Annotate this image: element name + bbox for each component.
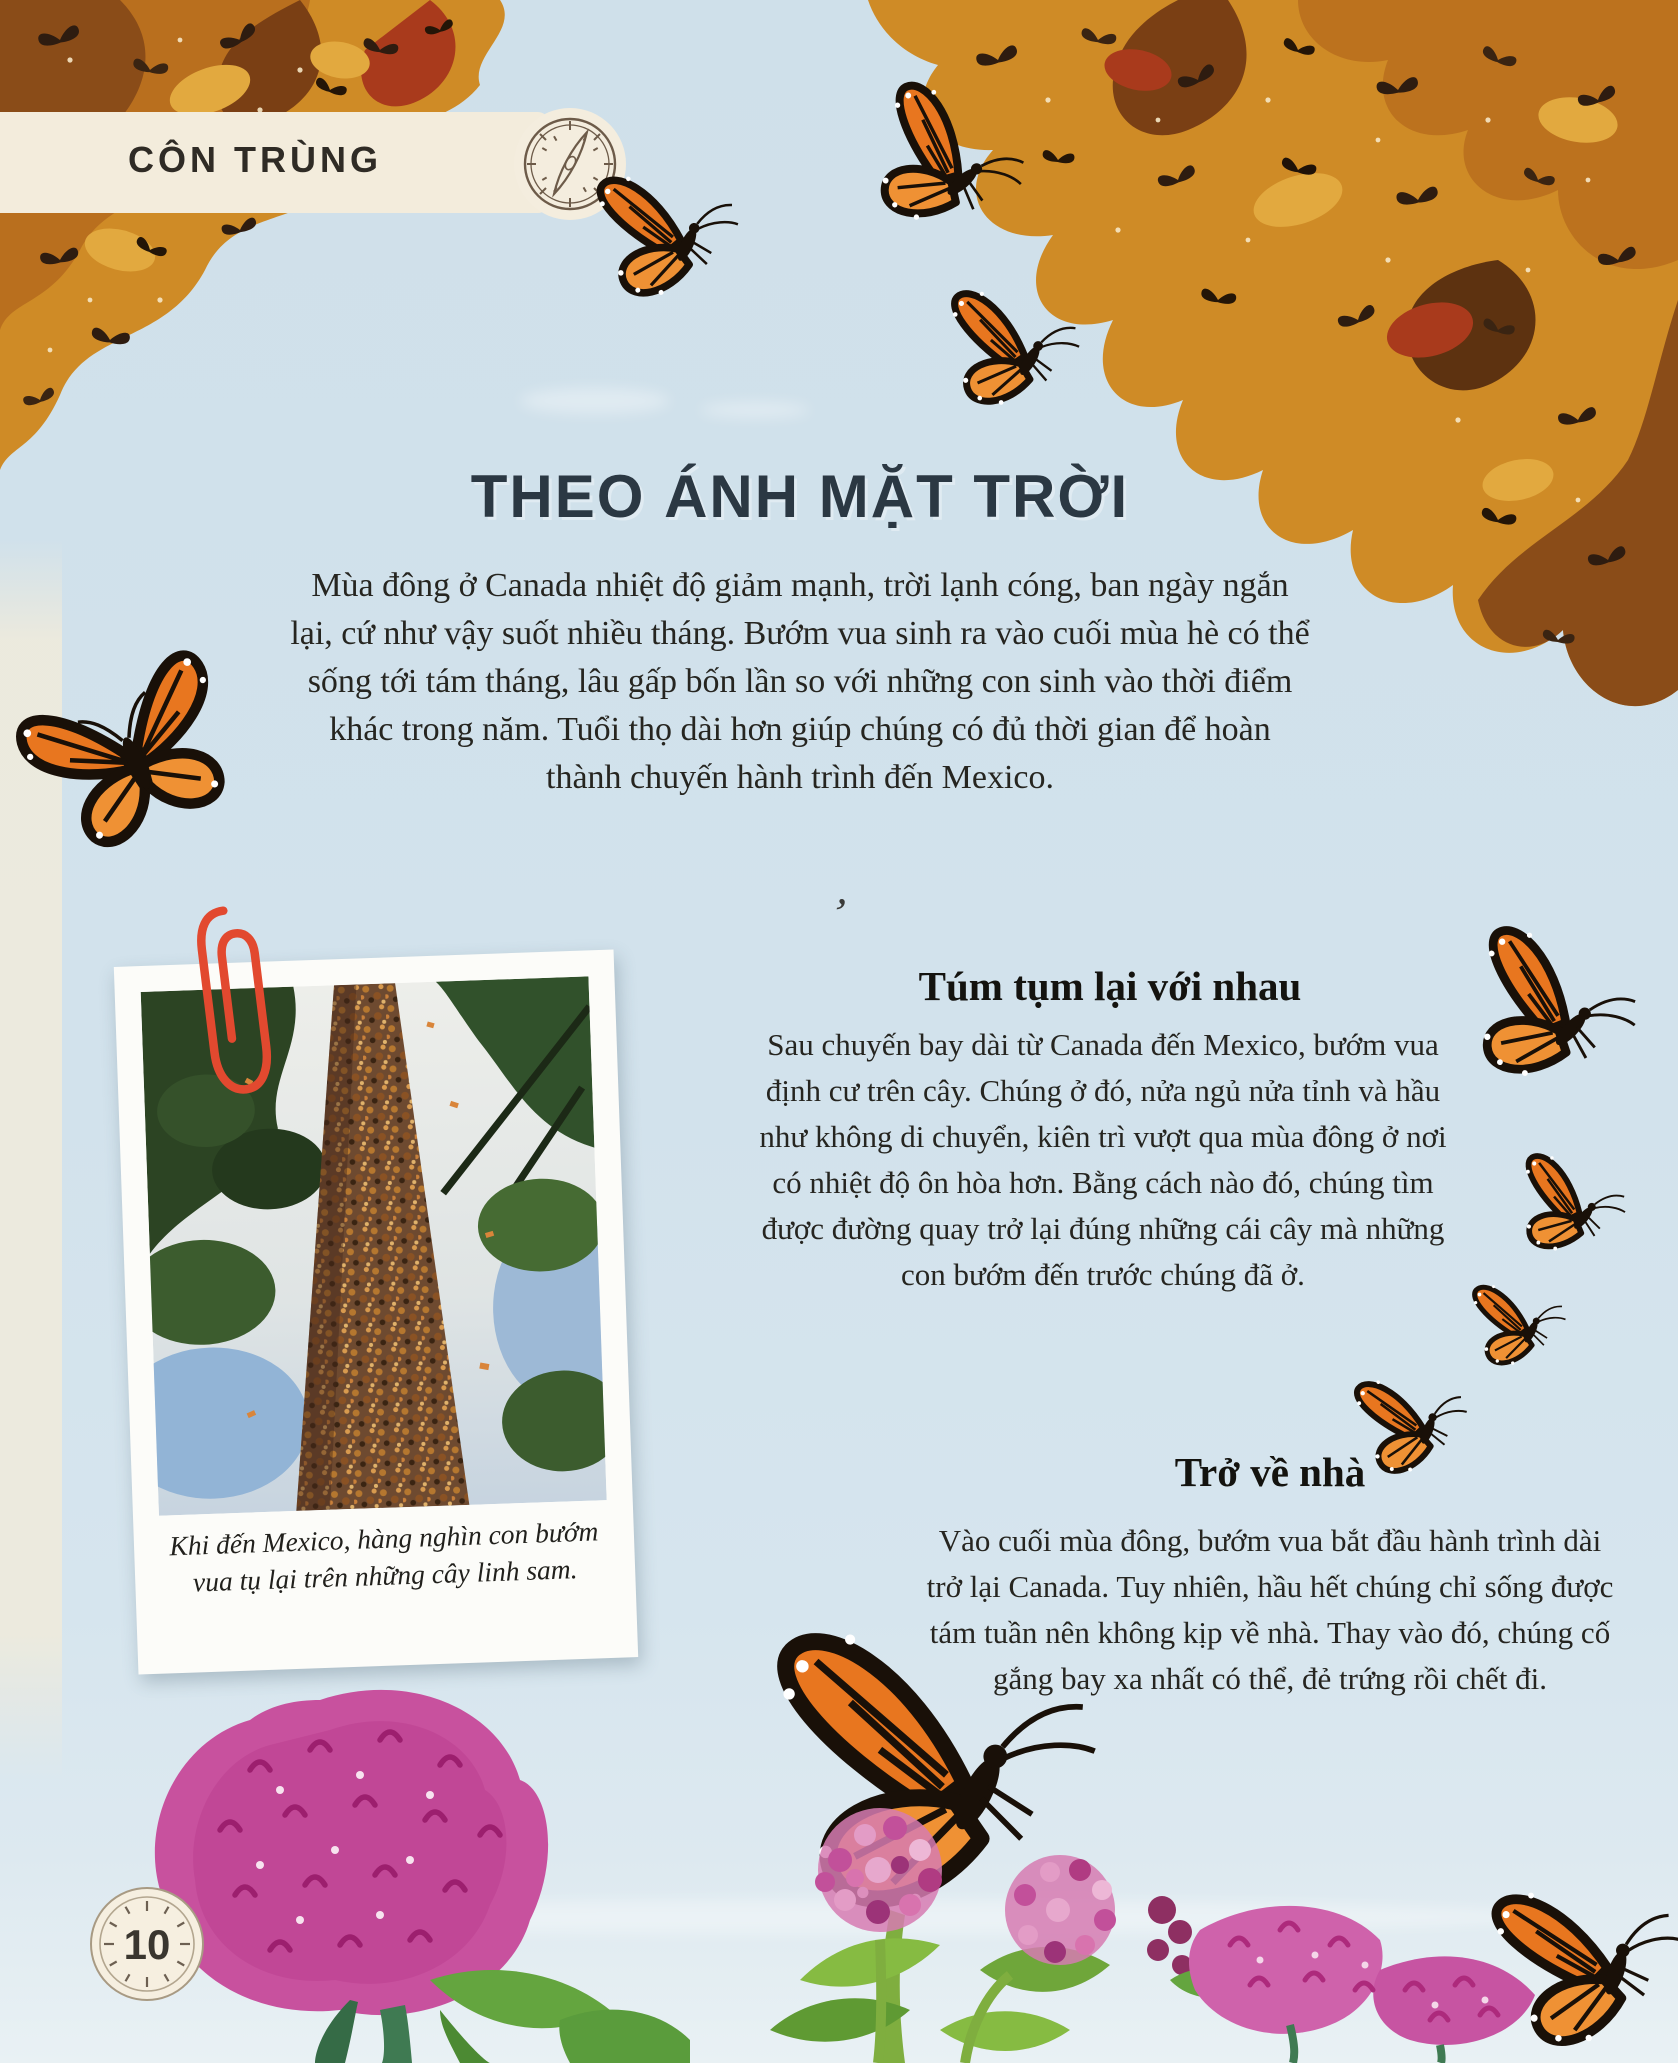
photo-caption: Khi đến Mexico, hàng nghìn con bướm vua tụ lại trên những cây linh sam. (168, 1515, 599, 1598)
clover-flower-illustration (130, 1680, 690, 2063)
milkweed-umbel (1005, 1855, 1116, 1965)
section-body-return: Vào cuối mùa đông, bướm vua bắt đầu hành trình dài trở lại Canada. Tuy nhiên, hầu hết chúng chỉ sống được tám tuần nên không kịp về nhà. Thay vào đó, chúng cố gắng bay xa nhất có thể, đẻ trứng rồi chết đi. (926, 1523, 1614, 1696)
photo-card (114, 949, 638, 1674)
milkweed-umbel (815, 1808, 942, 1932)
pink-flower-illustration (1140, 1870, 1540, 2063)
brush-tick-mark: ’ (827, 888, 852, 939)
section-tag-label: CÔN TRÙNG (128, 139, 382, 180)
monarch-butterfly (1457, 914, 1655, 1112)
monarch-butterfly (1464, 1269, 1577, 1382)
section-heading-huddle: Túm tụm lại với nhau (918, 963, 1302, 1009)
page-number-badge (88, 1885, 206, 2003)
monarch-butterfly (583, 148, 757, 322)
section-body-huddle: Sau chuyến bay dài từ Canada đến Mexico, bướm vua định cư trên cây. Chúng ở đó, nửa ngủ nửa tỉnh và hầu như không di chuyển, kiên trì vượt qua mùa đông ở nơi có nhiệt độ ôn hòa hơn. Bằng cách nào đó, chúng tìm được đường quay trở lại đúng những cái cây mà những con bướm đến trước chúng đã ở. (759, 1027, 1447, 1292)
page-number: 10 (123, 1921, 171, 1968)
intro-paragraph: Mùa đông ở Canada nhiệt độ giảm mạnh, trời lạnh cóng, ban ngày ngắn lại, cứ như vậy suốt nhiều tháng. Bướm vua sinh ra vào cuối mùa hè có thể sống tới tám tháng, lâu gấp bốn lần so với những con sinh vào thời điểm khác trong năm. Tuổi thọ dài hơn giúp chúng có đủ thời gian để hoàn thành chuyến hành trình đến Mexico. (290, 567, 1310, 796)
page-title: THEO ÁNH MẶT TRỜI (470, 463, 1130, 530)
sky-brush-streak (700, 402, 810, 418)
monarch-butterfly (1511, 1146, 1634, 1269)
section-heading-return: Trở về nhà (1174, 1449, 1366, 1495)
section-tag-bar (0, 112, 548, 213)
monarch-butterfly (940, 275, 1089, 424)
